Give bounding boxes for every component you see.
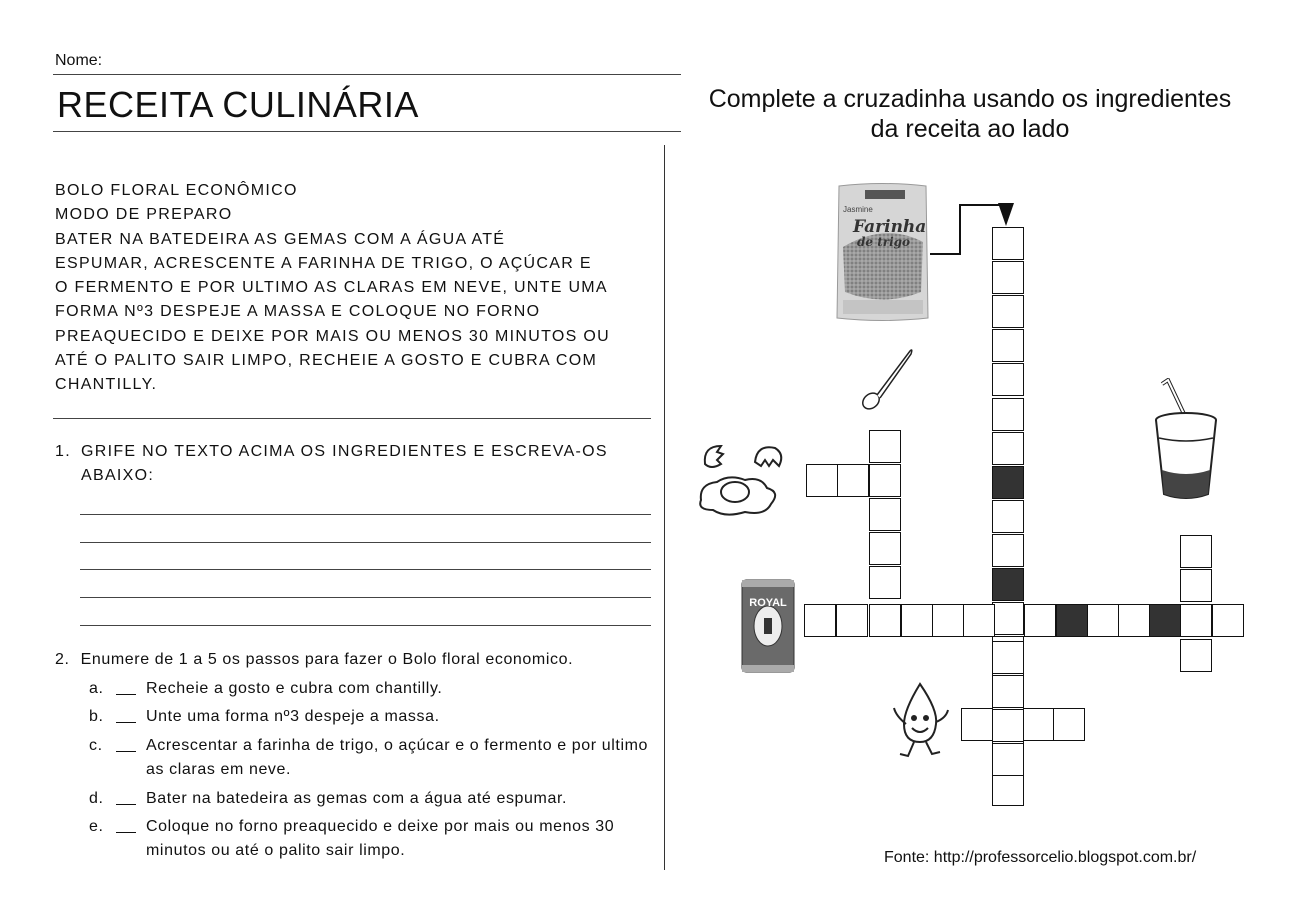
question-1-number: 1. bbox=[55, 443, 71, 460]
step-letter: b. bbox=[89, 708, 104, 725]
crossword-title: Complete a cruzadinha usando os ingredientes da receita ao lado bbox=[708, 85, 1232, 143]
flour-label: Farinha bbox=[853, 217, 927, 237]
crossword-cell[interactable] bbox=[992, 363, 1024, 396]
crossword-cell[interactable] bbox=[1212, 604, 1244, 637]
crossword-cell[interactable] bbox=[869, 566, 901, 599]
crossword-block bbox=[992, 466, 1024, 499]
crossword-cell[interactable] bbox=[869, 498, 901, 531]
answer-line[interactable] bbox=[80, 625, 651, 626]
recipe-line: ATÉ O PALITO SAIR LIMPO, RECHEIE A GOSTO E CUBRA COM bbox=[55, 352, 598, 370]
step-text: Coloque no forno preaquecido e deixe por mais ou menos 30 minutos ou até o palito sair limpo. bbox=[146, 818, 615, 859]
flour-label: de trigo bbox=[857, 235, 911, 249]
crossword-cell[interactable] bbox=[992, 739, 1024, 772]
crossword-block bbox=[1056, 604, 1088, 637]
step-letter: d. bbox=[89, 790, 104, 807]
step-text: Acrescentar a farinha de trigo, o açúcar e o fermento e por ultimo as claras em neve. bbox=[146, 737, 649, 778]
step-letter: a. bbox=[89, 680, 104, 697]
recipe-line: ESPUMAR, ACRESCENTE A FARINHA DE TRIGO, O AÇÚCAR E bbox=[55, 254, 592, 272]
crossword-cell[interactable] bbox=[992, 773, 1024, 806]
step-text: Recheie a gosto e cubra com chantilly. bbox=[146, 680, 443, 697]
step-blank[interactable] bbox=[116, 722, 136, 723]
source-credit: Fonte: http://professorcelio.blogspot.com.br/ bbox=[884, 849, 1197, 866]
crossword-cell[interactable] bbox=[1180, 569, 1212, 602]
crossword-cell[interactable] bbox=[806, 464, 838, 497]
answer-line[interactable] bbox=[80, 514, 651, 515]
question-1-text: GRIFE NO TEXTO ACIMA OS INGREDIENTES E ESCREVA-OS ABAIXO: bbox=[81, 443, 608, 484]
step-text: Unte uma forma nº3 despeje a massa. bbox=[146, 708, 440, 725]
crossword-cell[interactable] bbox=[869, 532, 901, 565]
crossword-cell[interactable] bbox=[1024, 604, 1056, 637]
recipe-line: O FERMENTO E POR ULTIMO AS CLARAS EM NEVE, UNTE UMA bbox=[55, 279, 608, 297]
step-text: Bater na batedeira as gemas com a água até espumar. bbox=[146, 790, 568, 807]
recipe-line: BATER NA BATEDEIRA AS GEMAS COM A ÁGUA ATÉ bbox=[55, 230, 506, 248]
crossword-cell[interactable] bbox=[901, 604, 933, 637]
crossword-cell[interactable] bbox=[869, 604, 901, 637]
title-underline bbox=[53, 131, 681, 132]
step-letter: e. bbox=[89, 818, 104, 835]
recipe-line: CHANTILLY. bbox=[55, 376, 158, 394]
step-blank[interactable] bbox=[116, 832, 136, 833]
juice-cup-icon bbox=[1150, 378, 1222, 503]
question-2 bbox=[55, 651, 573, 669]
recipe-line: MODO DE PREPARO bbox=[55, 206, 233, 224]
crossword-cell[interactable] bbox=[992, 261, 1024, 294]
crossword-cell[interactable] bbox=[961, 708, 993, 741]
recipe-text bbox=[55, 179, 665, 398]
recipe-line: FORMA Nº3 DESPEJE A MASSA E COLOQUE NO FORNO bbox=[55, 303, 541, 321]
crossword-cell[interactable] bbox=[804, 604, 836, 637]
crossword-cell[interactable] bbox=[1087, 604, 1119, 637]
question-2-number: 2. bbox=[55, 651, 70, 668]
name-line bbox=[53, 74, 681, 75]
crossword-cell[interactable] bbox=[932, 604, 964, 637]
crossword-cell[interactable] bbox=[1118, 604, 1150, 637]
crossword-block bbox=[1149, 604, 1181, 637]
crossword-cell[interactable] bbox=[1180, 535, 1212, 568]
crossword-cell[interactable] bbox=[992, 743, 1024, 776]
water-drop-icon bbox=[890, 680, 952, 760]
crossword-cell[interactable] bbox=[1053, 708, 1085, 741]
page-title: RECEITA CULINÁRIA bbox=[57, 84, 419, 125]
crossword-cell[interactable] bbox=[992, 602, 1024, 635]
spoon-icon bbox=[857, 345, 917, 415]
crossword-cell[interactable] bbox=[992, 704, 1024, 737]
crossword-cell[interactable] bbox=[1180, 604, 1212, 637]
flour-brand: Jasmine bbox=[843, 205, 873, 214]
crossword-cell[interactable] bbox=[992, 675, 1024, 708]
crossword-cell[interactable] bbox=[836, 604, 868, 637]
step-letter: c. bbox=[89, 737, 103, 754]
crossword-cell[interactable] bbox=[1023, 708, 1055, 741]
crossword-cell[interactable] bbox=[992, 432, 1024, 465]
crossword-cell[interactable] bbox=[992, 295, 1024, 328]
crossword-cell[interactable] bbox=[869, 464, 901, 497]
recipe-line: PREAQUECIDO E DEIXE POR MAIS OU MENOS 30 MINUTOS OU bbox=[55, 327, 610, 345]
yeast-brand: ROYAL bbox=[749, 597, 787, 609]
crossword-cell[interactable] bbox=[992, 398, 1024, 431]
crossword-cell[interactable] bbox=[992, 641, 1024, 674]
crossword-cell[interactable] bbox=[992, 670, 1024, 703]
crossword-block bbox=[992, 568, 1024, 601]
crossword-cell[interactable] bbox=[963, 604, 995, 637]
answer-line[interactable] bbox=[80, 597, 651, 598]
crossword-cell[interactable] bbox=[992, 534, 1024, 567]
step-blank[interactable] bbox=[116, 804, 136, 805]
crossword-cell[interactable] bbox=[1180, 639, 1212, 672]
crossword-cell[interactable] bbox=[837, 464, 869, 497]
recipe-divider bbox=[53, 418, 651, 419]
egg-icon bbox=[695, 440, 790, 520]
crossword-cell[interactable] bbox=[992, 636, 1024, 669]
crossword-cell[interactable] bbox=[992, 709, 1024, 742]
flour-bag-picture bbox=[835, 182, 930, 324]
recipe-line: BOLO FLORAL ECONÔMICO bbox=[55, 182, 298, 199]
question-2-text: Enumere de 1 a 5 os passos para fazer o Bolo floral economico. bbox=[80, 651, 574, 668]
crossword-cell[interactable] bbox=[869, 430, 901, 463]
yeast-can-picture bbox=[740, 576, 796, 676]
arrow-connector bbox=[928, 200, 1018, 260]
step-blank[interactable] bbox=[116, 694, 136, 695]
answer-line[interactable] bbox=[80, 542, 651, 543]
crossword-cell[interactable] bbox=[992, 329, 1024, 362]
name-label: Nome: bbox=[55, 52, 103, 69]
step-blank[interactable] bbox=[116, 751, 136, 752]
answer-line[interactable] bbox=[80, 569, 651, 570]
crossword-cell[interactable] bbox=[992, 500, 1024, 533]
